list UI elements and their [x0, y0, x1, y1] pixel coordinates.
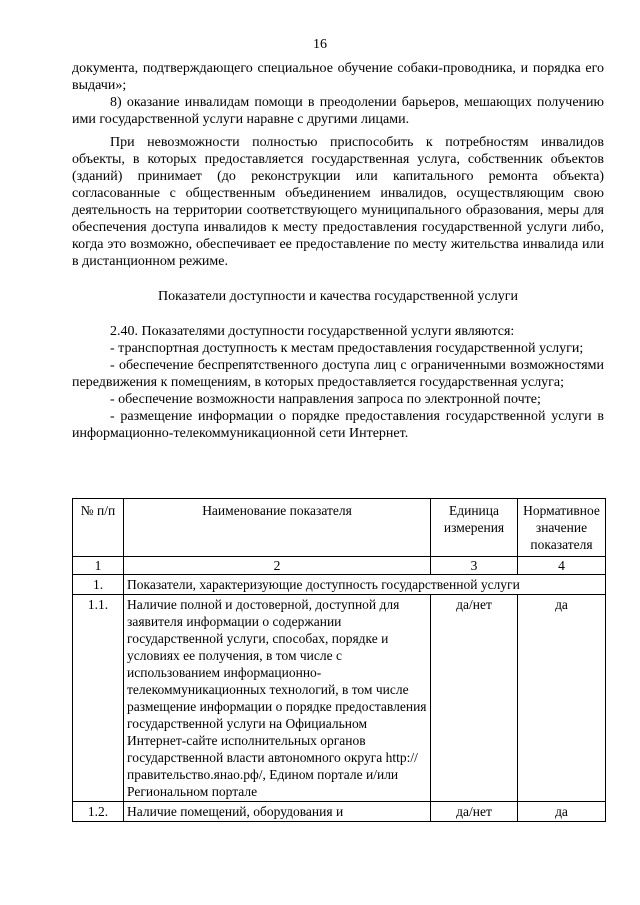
group-title: Показатели, характеризующие доступность государственной услуги — [124, 575, 606, 595]
row-indicator-name: Наличие помещений, оборудования и — [124, 802, 431, 822]
column-number: 1 — [73, 557, 124, 575]
group-number: 1. — [73, 575, 124, 595]
paragraph-2-40: 2.40. Показателями доступности государственной услуги являются: — [110, 324, 515, 339]
list-item-barrier-free: - обеспечение беспрепятственного доступа лиц с ограниченными возможностями передвижения к помещениям, в которых предоставляется государственная услуга; — [72, 358, 604, 390]
column-number: 3 — [431, 557, 518, 575]
document-body — [72, 60, 604, 442]
table-group-row — [73, 575, 606, 595]
list-item-internet: - размещение информации о порядке предоставления государственной услуги в информационно-телекоммуникационной сети Интернет. — [72, 409, 604, 441]
paragraph-item-8: 8) оказание инвалидам помощи в преодолении барьеров, мешающих получению ими государственной услуги наравне с другими лицами. — [72, 95, 604, 127]
header-normative-value: Нормативное значение показателя — [518, 499, 606, 557]
list-item-email: - обеспечение возможности направления запроса по электронной почте; — [110, 392, 541, 407]
page-number: 16 — [313, 37, 327, 52]
row-value: да — [518, 802, 606, 822]
header-indicator-name: Наименование показателя — [124, 499, 431, 557]
table-row — [73, 595, 606, 802]
table-row — [73, 802, 606, 822]
paragraph-continuation: документа, подтверждающего специальное обучение собаки-проводника, и порядка его выдачи»; — [72, 61, 604, 93]
row-number: 1.2. — [73, 802, 124, 822]
paragraph-accessibility-measures: При невозможности полностью приспособить к потребностям инвалидов объекты, в которых предоставляется государственная услуга, собственник объектов (зданий) принимает (до реконструкции или капитального ремонта объекта) согласованные с общественным объединением инвалидов, осуществляющим свою деятельность на территории соответствующего муниципального образования, меры для обеспечения доступа инвалидов к месту предоставления государственной услуги либо, когда это возможно, обеспечивает ее предоставление по месту жительства инвалида или в дистанционном режиме. — [72, 135, 604, 269]
column-number: 4 — [518, 557, 606, 575]
indicators-table — [72, 498, 606, 822]
section-heading: Показатели доступности и качества государственной услуги — [158, 289, 518, 304]
header-number: № п/п — [73, 499, 124, 557]
table-header-row — [73, 499, 606, 557]
row-number: 1.1. — [73, 595, 124, 802]
row-indicator-name: Наличие полной и достоверной, доступной для заявителя информации о содержании государственной услуги, способах, порядке и условиях ее получения, в том числе с использованием информационно-телекоммуникационных технологий, в том числе размещение информации о порядке предоставления государственной услуги на Официальном Интернет-сайте исполнительных органов государственной власти автономного округа http://правительство.янао.рф/, Едином портале и/или Региональном портале — [124, 595, 431, 802]
header-unit: Единица измерения — [431, 499, 518, 557]
table-column-numbers-row — [73, 557, 606, 575]
column-number: 2 — [124, 557, 431, 575]
list-item-transport: - транспортная доступность к местам предоставления государственной услуги; — [110, 341, 584, 356]
row-unit: да/нет — [431, 802, 518, 822]
row-unit: да/нет — [431, 595, 518, 802]
row-value: да — [518, 595, 606, 802]
